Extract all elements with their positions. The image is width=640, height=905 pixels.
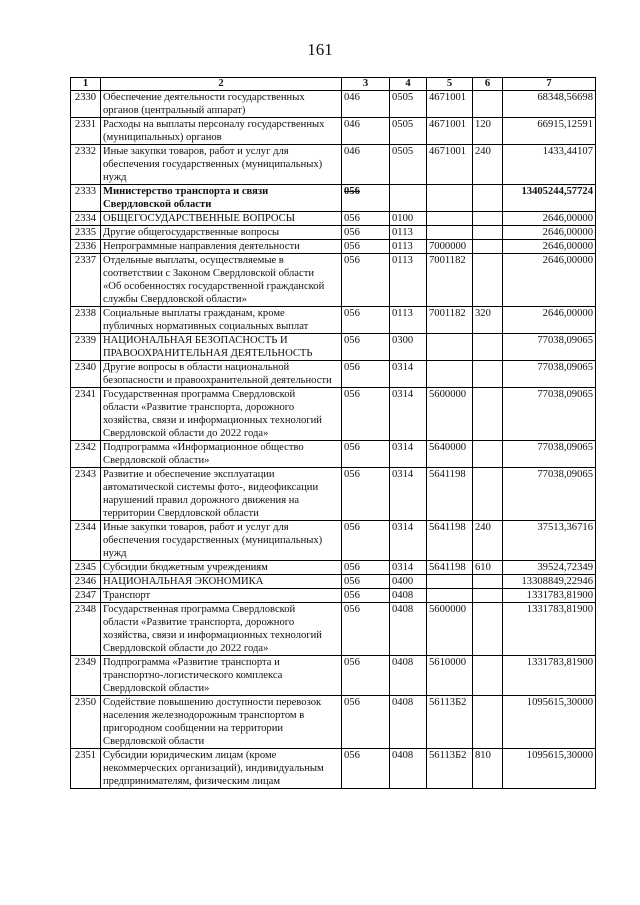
description-line: Свердловской области до 2022 года» [103, 428, 269, 439]
expense-type-code [473, 441, 503, 468]
row-description [101, 145, 342, 185]
description-line: нарушений правил дорожного движения на [103, 495, 300, 506]
section-code: 0408 [390, 589, 427, 603]
expense-type-code: 810 [473, 749, 503, 789]
table-row [71, 603, 596, 656]
table-row [71, 118, 596, 145]
row-number: 2330 [71, 91, 101, 118]
description-line: Свердловской области» [103, 455, 210, 466]
expense-type-code [473, 226, 503, 240]
row-description [101, 240, 342, 254]
column-header: 3 [342, 78, 390, 91]
row-number: 2346 [71, 575, 101, 589]
description-line: автоматической системы фото-, видеофиксации [103, 482, 319, 493]
amount: 1433,44107 [503, 145, 596, 185]
ministry-code [342, 145, 390, 185]
description-line: некоммерческих организаций), индивидуальным [103, 763, 324, 774]
ministry-code [342, 441, 390, 468]
row-number: 2340 [71, 361, 101, 388]
row-description [101, 118, 342, 145]
table-row [71, 696, 596, 749]
section-code: 0314 [390, 521, 427, 561]
row-number: 2347 [71, 589, 101, 603]
row-number: 2350 [71, 696, 101, 749]
description-line: Обеспечение деятельности государственных [103, 92, 305, 103]
row-description [101, 589, 342, 603]
description-line: Субсидии бюджетным учреждениям [103, 562, 268, 573]
row-description [101, 307, 342, 334]
description-line: НАЦИОНАЛЬНАЯ БЕЗОПАСНОСТЬ И [103, 335, 288, 346]
description-line: Расходы на выплаты персоналу государственных [103, 119, 325, 130]
description-line: Социальные выплаты гражданам, кроме [103, 308, 285, 319]
amount: 1331783,81900 [503, 656, 596, 696]
description-line: хозяйства, связи и информационных технологий [103, 415, 322, 426]
target-article-code: 5640000 [427, 441, 473, 468]
ministry-code [342, 91, 390, 118]
row-number: 2351 [71, 749, 101, 789]
ministry-code [342, 749, 390, 789]
table-row [71, 240, 596, 254]
ministry-code-value: 056 [344, 308, 360, 319]
table-row [71, 575, 596, 589]
expense-type-code: 240 [473, 145, 503, 185]
row-number: 2348 [71, 603, 101, 656]
amount: 2646,00000 [503, 307, 596, 334]
section-code: 0400 [390, 575, 427, 589]
description-line: Свердловской области [103, 736, 205, 747]
description-line: ПРАВООХРАНИТЕЛЬНАЯ ДЕЯТЕЛЬНОСТЬ [103, 348, 313, 359]
description-line: обеспечения государственных (муниципальных) [103, 159, 323, 170]
target-article-code: 5600000 [427, 388, 473, 441]
description-line: Отдельные выплаты, осуществляемые в [103, 255, 284, 266]
ministry-code-value: 056 [344, 697, 360, 708]
amount: 66915,12591 [503, 118, 596, 145]
row-number: 2343 [71, 468, 101, 521]
ministry-code [342, 226, 390, 240]
ministry-code-value: 056 [344, 576, 360, 587]
ministry-code-value: 056 [344, 442, 360, 453]
table-row [71, 589, 596, 603]
target-article-code: 5641198 [427, 521, 473, 561]
description-line: (муниципальных) органов [103, 132, 222, 143]
row-description [101, 212, 342, 226]
target-article-code: 5641198 [427, 561, 473, 575]
ministry-code [342, 307, 390, 334]
ministry-code [342, 561, 390, 575]
ministry-code [342, 575, 390, 589]
ministry-code-value: 056 [344, 389, 360, 400]
description-line: Субсидии юридическим лицам (кроме [103, 750, 277, 761]
description-line: безопасности и правоохранительной деятельности [103, 375, 332, 386]
expense-type-code [473, 334, 503, 361]
ministry-code-value: 056 [344, 362, 360, 373]
table-body [71, 91, 596, 789]
table-row [71, 521, 596, 561]
amount: 77038,09065 [503, 334, 596, 361]
section-code: 0408 [390, 749, 427, 789]
row-number: 2331 [71, 118, 101, 145]
ministry-code-value: 056 [344, 241, 360, 252]
ministry-code [342, 696, 390, 749]
row-description [101, 185, 342, 212]
target-article-code [427, 575, 473, 589]
column-header: 2 [101, 78, 342, 91]
section-code: 0113 [390, 226, 427, 240]
section-code: 0113 [390, 307, 427, 334]
ministry-code-value: 056 [344, 255, 360, 266]
ministry-code-value: 056 [344, 657, 360, 668]
ministry-code-value: 046 [344, 119, 360, 130]
table-row [71, 441, 596, 468]
table-row [71, 91, 596, 118]
ministry-code-value: 056 [344, 469, 360, 480]
expense-type-code: 240 [473, 521, 503, 561]
ministry-code [342, 656, 390, 696]
amount: 13308849,22946 [503, 575, 596, 589]
ministry-code-value: 056 [344, 604, 360, 615]
section-code: 0505 [390, 145, 427, 185]
table-row [71, 185, 596, 212]
description-line: Иные закупки товаров, работ и услуг для [103, 522, 289, 533]
row-number: 2341 [71, 388, 101, 441]
target-article-code [427, 212, 473, 226]
ministry-code [342, 240, 390, 254]
description-line: Свердловской области» [103, 683, 210, 694]
table-row [71, 145, 596, 185]
expense-type-code [473, 240, 503, 254]
table-row [71, 212, 596, 226]
description-line: Министерство транспорта и связи [103, 186, 269, 197]
description-line: хозяйства, связи и информационных технологий [103, 630, 322, 641]
section-code [390, 185, 427, 212]
description-line: Подпрограмма «Информационное общество [103, 442, 304, 453]
ministry-code [342, 468, 390, 521]
table-row [71, 307, 596, 334]
section-code: 0408 [390, 603, 427, 656]
row-number: 2345 [71, 561, 101, 575]
amount: 68348,56698 [503, 91, 596, 118]
description-line: ОБЩЕГОСУДАРСТВЕННЫЕ ВОПРОСЫ [103, 213, 295, 224]
table-row [71, 468, 596, 521]
ministry-code [342, 603, 390, 656]
description-line: транспортно-логистического комплекса [103, 670, 283, 681]
section-code: 0113 [390, 240, 427, 254]
row-description [101, 468, 342, 521]
description-line: территории Свердловской области [103, 508, 259, 519]
expense-type-code [473, 603, 503, 656]
amount: 13405244,57724 [503, 185, 596, 212]
description-line: Развитие и обеспечение эксплуатации [103, 469, 275, 480]
section-code: 0408 [390, 696, 427, 749]
table-header-row [71, 78, 596, 91]
section-code: 0505 [390, 118, 427, 145]
ministry-code-value: 056 [344, 562, 360, 573]
target-article-code [427, 334, 473, 361]
row-description [101, 361, 342, 388]
section-code: 0300 [390, 334, 427, 361]
description-line: службы Свердловской области» [103, 294, 247, 305]
row-number: 2336 [71, 240, 101, 254]
row-description [101, 521, 342, 561]
expense-type-code [473, 212, 503, 226]
expense-type-code: 320 [473, 307, 503, 334]
row-description [101, 561, 342, 575]
row-number: 2349 [71, 656, 101, 696]
description-line: Другие вопросы в области национальной [103, 362, 290, 373]
ministry-code-value: 056 [344, 335, 360, 346]
row-description [101, 696, 342, 749]
ministry-code [342, 334, 390, 361]
target-article-code: 4671001 [427, 91, 473, 118]
description-line: Другие общегосударственные вопросы [103, 227, 280, 238]
description-line: Содействие повышению доступности перевозок [103, 697, 322, 708]
section-code: 0314 [390, 388, 427, 441]
description-line: Иные закупки товаров, работ и услуг для [103, 146, 289, 157]
row-description [101, 749, 342, 789]
ministry-code [342, 361, 390, 388]
budget-table [70, 77, 596, 789]
target-article-code [427, 185, 473, 212]
ministry-code [342, 521, 390, 561]
ministry-code [342, 589, 390, 603]
row-description [101, 603, 342, 656]
section-code: 0505 [390, 91, 427, 118]
ministry-code [342, 388, 390, 441]
target-article-code [427, 226, 473, 240]
description-line: нужд [103, 548, 127, 559]
target-article-code: 4671001 [427, 118, 473, 145]
ministry-code-value: 056 [344, 750, 360, 761]
row-number: 2332 [71, 145, 101, 185]
description-line: органов (центральный аппарат) [103, 105, 246, 116]
expense-type-code [473, 589, 503, 603]
description-line: населения железнодорожным транспортом в [103, 710, 305, 721]
amount: 37513,36716 [503, 521, 596, 561]
description-line: области «Развитие транспорта, дорожного [103, 617, 295, 628]
row-description [101, 575, 342, 589]
section-code: 0314 [390, 468, 427, 521]
row-description [101, 91, 342, 118]
column-header: 1 [71, 78, 101, 91]
expense-type-code [473, 696, 503, 749]
target-article-code: 56113Б2 [427, 749, 473, 789]
amount: 1095615,30000 [503, 749, 596, 789]
target-article-code [427, 361, 473, 388]
target-article-code: 5610000 [427, 656, 473, 696]
description-line: НАЦИОНАЛЬНАЯ ЭКОНОМИКА [103, 576, 264, 587]
amount: 77038,09065 [503, 388, 596, 441]
table-row [71, 254, 596, 307]
column-header: 7 [503, 78, 596, 91]
row-description [101, 388, 342, 441]
description-line: Транспорт [103, 590, 151, 601]
amount: 77038,09065 [503, 361, 596, 388]
ministry-code-value: 056 [344, 213, 360, 224]
row-description [101, 226, 342, 240]
amount: 1331783,81900 [503, 603, 596, 656]
table-row [71, 388, 596, 441]
description-line: области «Развитие транспорта, дорожного [103, 402, 295, 413]
ministry-code-value: 046 [344, 92, 360, 103]
page-number: 161 [307, 40, 333, 59]
table-row [71, 656, 596, 696]
target-article-code: 5600000 [427, 603, 473, 656]
expense-type-code [473, 575, 503, 589]
target-article-code: 7001182 [427, 307, 473, 334]
column-header: 4 [390, 78, 427, 91]
ministry-code-value: 056 [344, 590, 360, 601]
amount: 2646,00000 [503, 212, 596, 226]
amount: 77038,09065 [503, 468, 596, 521]
table-row [71, 361, 596, 388]
row-description [101, 656, 342, 696]
row-number: 2337 [71, 254, 101, 307]
description-line: Непрограммные направления деятельности [103, 241, 300, 252]
expense-type-code [473, 388, 503, 441]
description-line: нужд [103, 172, 127, 183]
amount: 2646,00000 [503, 254, 596, 307]
section-code: 0113 [390, 254, 427, 307]
expense-type-code [473, 254, 503, 307]
amount: 2646,00000 [503, 240, 596, 254]
section-code: 0314 [390, 361, 427, 388]
amount: 2646,00000 [503, 226, 596, 240]
amount: 39524,72349 [503, 561, 596, 575]
description-line: «Об особенностях государственной гражданской [103, 281, 325, 292]
description-line: Государственная программа Свердловской [103, 389, 296, 400]
description-line: Подпрограмма «Развитие транспорта и [103, 657, 280, 668]
row-number: 2339 [71, 334, 101, 361]
description-line: публичных нормативных социальных выплат [103, 321, 309, 332]
table-row [71, 226, 596, 240]
target-article-code: 56113Б2 [427, 696, 473, 749]
row-number: 2344 [71, 521, 101, 561]
ministry-code-value: 046 [344, 146, 360, 157]
expense-type-code: 120 [473, 118, 503, 145]
row-number: 2333 [71, 185, 101, 212]
amount: 1095615,30000 [503, 696, 596, 749]
amount: 77038,09065 [503, 441, 596, 468]
target-article-code [427, 589, 473, 603]
row-number: 2338 [71, 307, 101, 334]
ministry-code-value: 056 [344, 522, 360, 533]
row-number: 2342 [71, 441, 101, 468]
ministry-code [342, 212, 390, 226]
row-description [101, 254, 342, 307]
expense-type-code [473, 361, 503, 388]
table-row [71, 749, 596, 789]
expense-type-code [473, 656, 503, 696]
expense-type-code: 610 [473, 561, 503, 575]
ministry-code [342, 185, 390, 212]
section-code: 0100 [390, 212, 427, 226]
ministry-code-value: 056 [344, 227, 360, 238]
target-article-code: 7000000 [427, 240, 473, 254]
expense-type-code [473, 185, 503, 212]
table-row [71, 561, 596, 575]
section-code: 0314 [390, 561, 427, 575]
description-line: Свердловской области до 2022 года» [103, 643, 269, 654]
description-line: Свердловской области [103, 199, 212, 210]
target-article-code: 5641198 [427, 468, 473, 521]
description-line: пригородном сообщении на территории [103, 723, 284, 734]
ministry-code [342, 118, 390, 145]
description-line: предпринимателям, физическим лицам [103, 776, 281, 787]
description-line: соответствии с Законом Свердловской области [103, 268, 315, 279]
column-header: 6 [473, 78, 503, 91]
column-header: 5 [427, 78, 473, 91]
expense-type-code [473, 468, 503, 521]
ministry-code [342, 254, 390, 307]
amount: 1331783,81900 [503, 589, 596, 603]
target-article-code: 4671001 [427, 145, 473, 185]
table-row [71, 334, 596, 361]
row-number: 2335 [71, 226, 101, 240]
target-article-code: 7001182 [427, 254, 473, 307]
section-code: 0314 [390, 441, 427, 468]
description-line: обеспечения государственных (муниципальных) [103, 535, 323, 546]
row-description [101, 334, 342, 361]
row-number: 2334 [71, 212, 101, 226]
row-description [101, 441, 342, 468]
description-line: Государственная программа Свердловской [103, 604, 296, 615]
expense-type-code [473, 91, 503, 118]
ministry-code-value: 056 [344, 186, 360, 197]
section-code: 0408 [390, 656, 427, 696]
